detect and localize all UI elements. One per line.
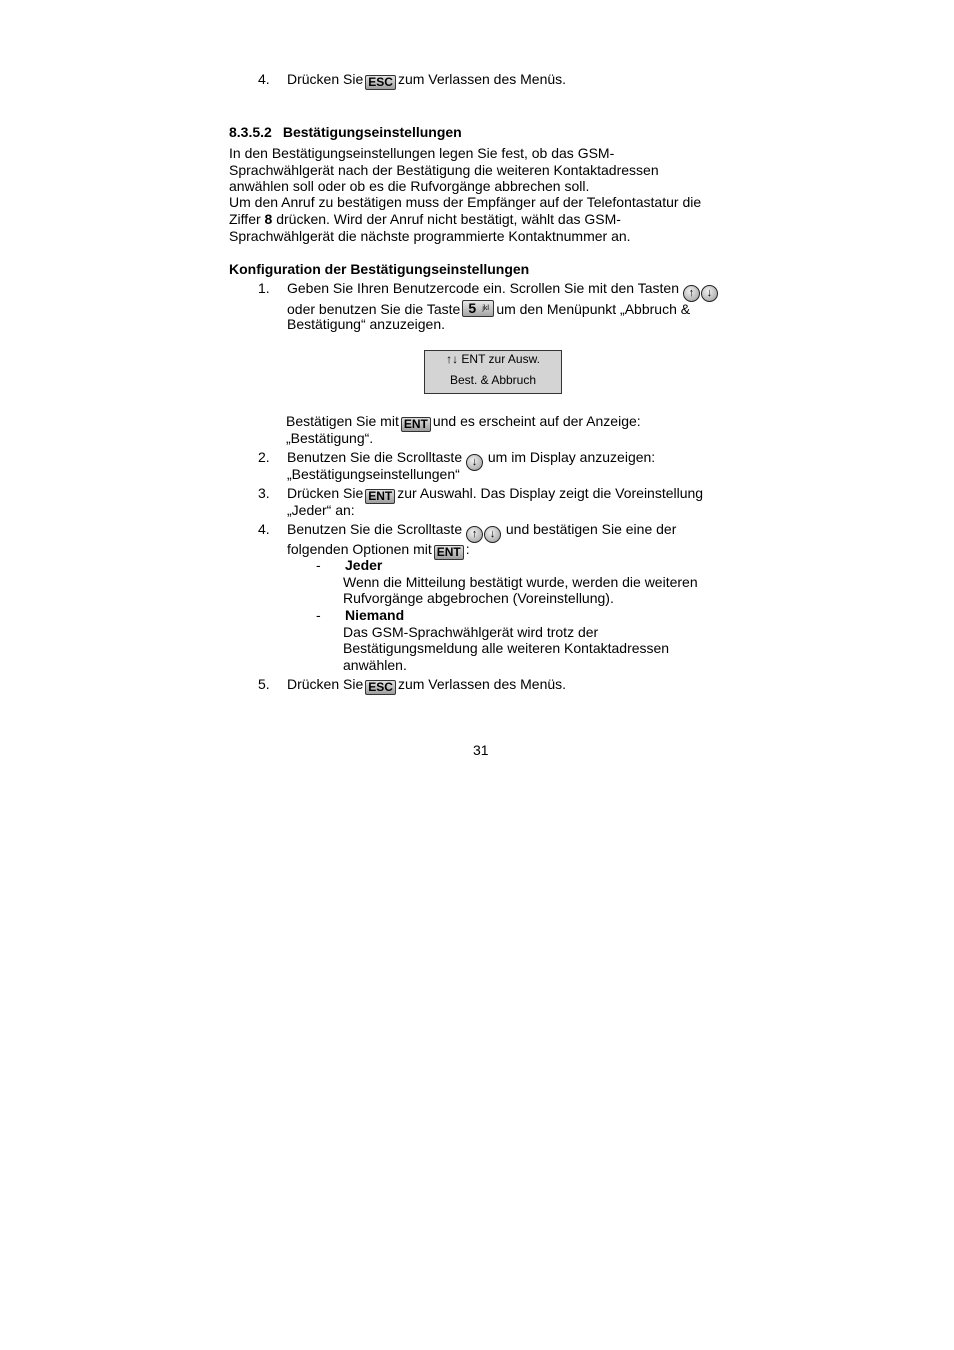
arrow-down-key-icon: ↓: [466, 454, 483, 471]
config-heading: Konfiguration der Bestätigungseinstellungen: [229, 261, 530, 277]
option-title: Jeder: [345, 557, 383, 573]
step-text: „Bestätigungseinstellungen“: [287, 466, 460, 482]
arrow-up-key-icon: ↑: [466, 526, 483, 543]
intro-line: Sprachwählgerät die nächste programmierte Kontaktnummer an.: [229, 228, 631, 244]
option-desc: anwählen.: [343, 657, 407, 673]
step-number: 3.: [258, 485, 270, 501]
step-text: „Jeder“ an:: [287, 502, 355, 518]
display-line-2: Best. & Abbruch: [449, 373, 537, 387]
page-number: 31: [473, 742, 489, 758]
intro-line: Sprachwählgerät nach der Bestätigung die weiteren Kontaktadressen: [229, 162, 659, 178]
step-text: Benutzen Sie die Scrolltaste ↑ ↓ und bestätigen Sie eine der: [287, 521, 676, 543]
step-text: Drücken Sie ENT zur Auswahl. Das Display zeigt die Voreinstellung: [287, 485, 704, 503]
step-number: 2.: [258, 449, 270, 465]
option-dash: -: [316, 607, 321, 623]
step-text: Bestätigung“ anzuzeigen.: [287, 316, 445, 332]
step-text: folgenden Optionen mit ENT :: [287, 541, 470, 559]
ent-key-icon: ENT: [401, 417, 431, 432]
ent-key-icon: ENT: [434, 545, 464, 560]
arrow-down-key-icon: ↓: [484, 526, 501, 543]
step-number: 4.: [258, 71, 270, 87]
step-text: Drücken Sie ESC zum Verlassen des Menüs.: [287, 71, 567, 89]
step-number: 1.: [258, 280, 270, 296]
step-text: Benutzen Sie die Scrolltaste ↓ um im Display anzuzeigen:: [287, 449, 655, 471]
step-text: Drücken Sie ESC zum Verlassen des Menüs.: [287, 676, 567, 694]
option-title: Niemand: [345, 607, 405, 623]
confirm-text: Bestätigen Sie mit ENT und es erscheint auf der Anzeige:: [286, 413, 641, 431]
section-number: 8.3.5.2: [229, 124, 272, 140]
step-text: Geben Sie Ihren Benutzercode ein. Scrollen Sie mit den Tasten ↑ ↓: [287, 280, 719, 302]
section-heading: [229, 124, 462, 141]
intro-line: anwählen soll oder ob es die Rufvorgänge abbrechen soll.: [229, 178, 590, 194]
esc-key-icon: ESC: [365, 680, 396, 695]
key-5-icon: 5 jkl: [462, 300, 494, 317]
display-line-1: ↑↓ ENT zur Ausw.: [446, 352, 540, 366]
confirm-text: „Bestätigung“.: [286, 430, 374, 446]
esc-key-icon: ESC: [365, 75, 396, 90]
step-text: oder benutzen Sie die Taste 5 jkl um den Menüpunkt „Abbruch &: [287, 300, 691, 317]
option-desc: Rufvorgänge abgebrochen (Voreinstellung).: [343, 590, 614, 606]
arrow-up-key-icon: ↑: [683, 285, 700, 302]
option-desc: Wenn die Mitteilung bestätigt wurde, werden die weiteren: [343, 574, 698, 590]
option-dash: -: [316, 557, 321, 573]
lcd-display: [424, 350, 562, 394]
step-number: 5.: [258, 676, 270, 692]
section-title: Bestätigungseinstellungen: [282, 124, 462, 140]
step-number: 4.: [258, 521, 270, 537]
option-desc: Bestätigungsmeldung alle weiteren Kontaktadressen: [343, 640, 670, 656]
option-desc: Das GSM-Sprachwählgerät wird trotz der: [343, 624, 599, 640]
intro-line: In den Bestätigungseinstellungen legen Sie fest, ob das GSM-: [229, 145, 615, 161]
intro-line: Um den Anruf zu bestätigen muss der Empfänger auf der Telefontastatur die: [229, 194, 702, 210]
intro-line: Ziffer 8 drücken. Wird der Anruf nicht bestätigt, wählt das GSM-: [229, 211, 621, 227]
ent-key-icon: ENT: [365, 489, 395, 504]
arrow-down-key-icon: ↓: [701, 285, 718, 302]
